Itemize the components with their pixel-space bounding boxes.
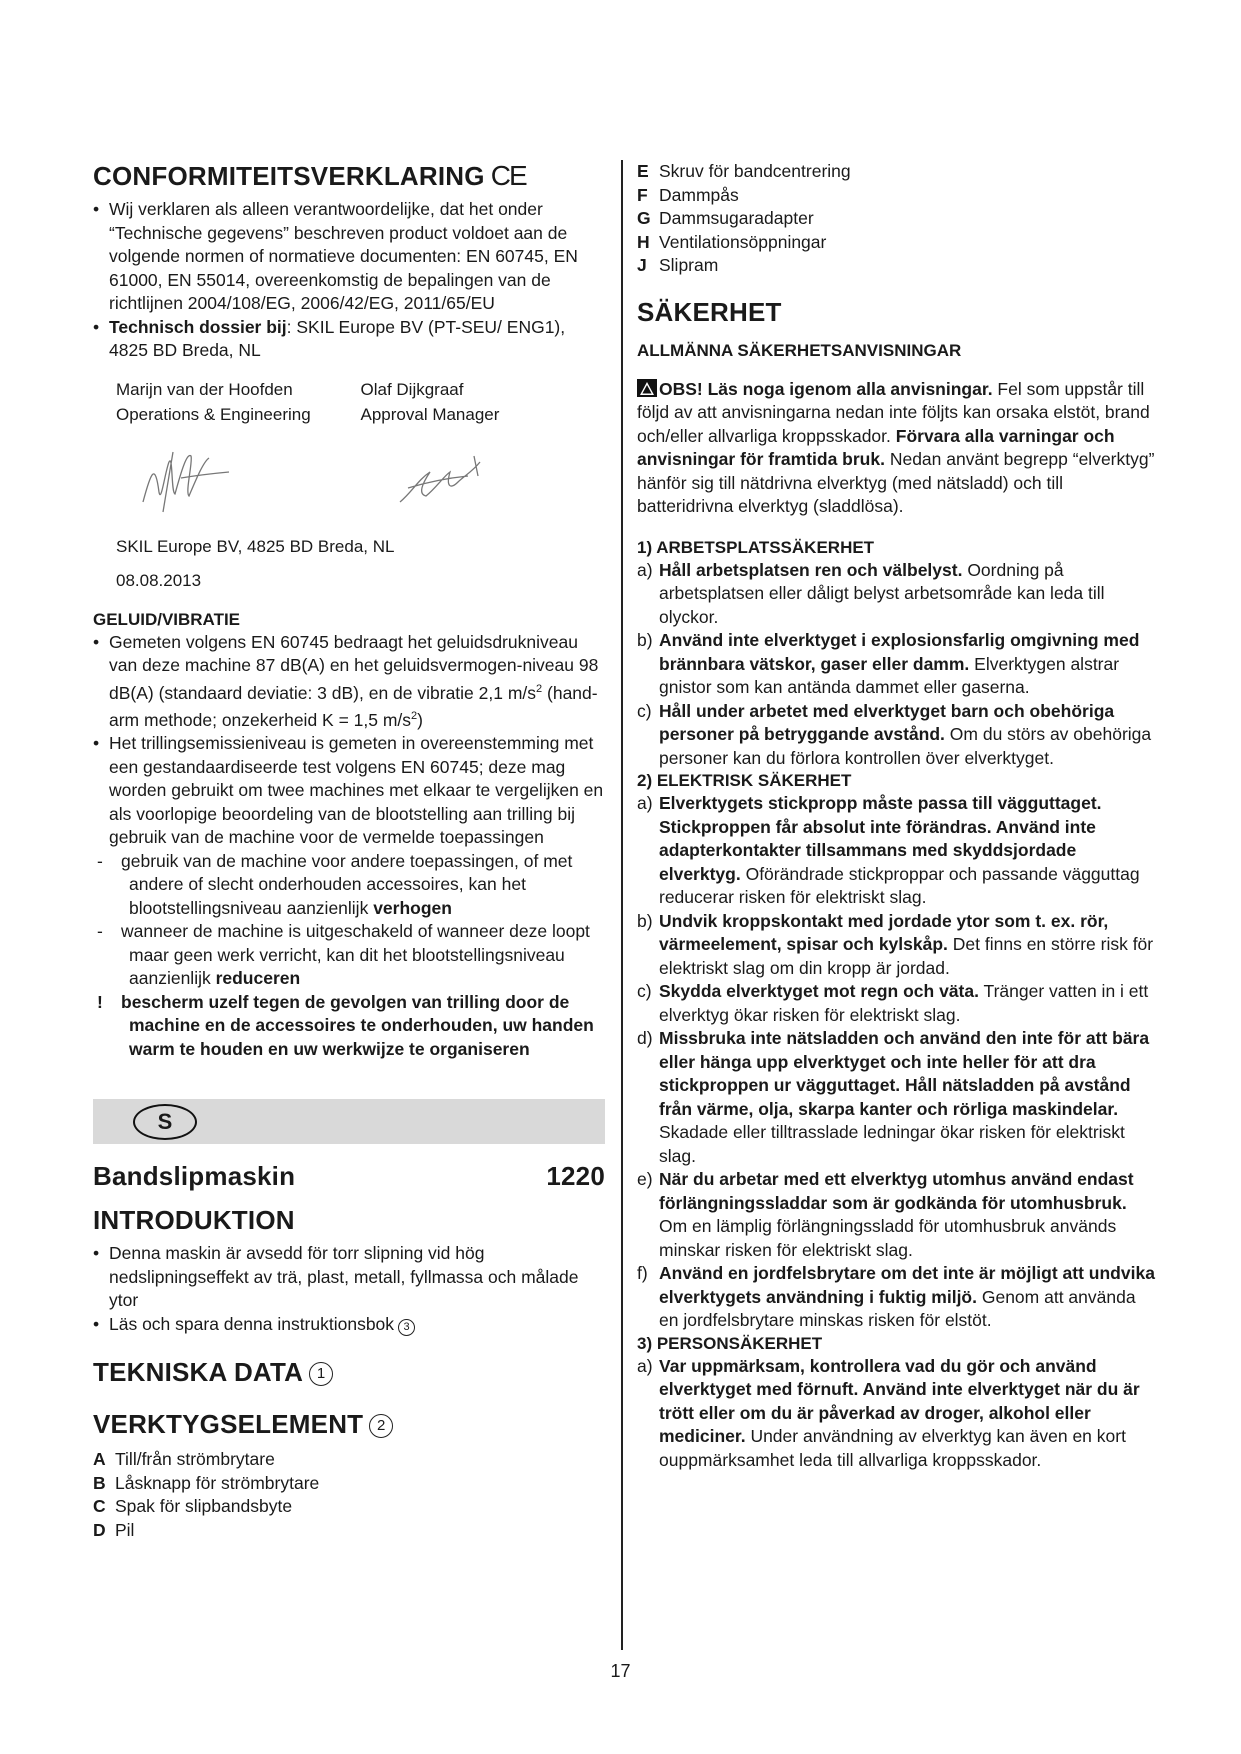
vibration-warning: ! bescherm uzelf tegen de gevolgen van trilling door de machine en de accessoires te onderhouden, uw handen warm te houden en uw werkwijze te organiseren xyxy=(97,991,594,1059)
figure-ref-2: 2 xyxy=(369,1414,393,1438)
signature-2-image xyxy=(388,432,498,522)
page-number: 17 xyxy=(610,1661,631,1681)
intro-list xyxy=(93,1242,605,1336)
noise-bullet-2: • Het trillingsemissieniveau is gemeten in overeenstemming met een gestandaardiseerde test volgens EN 60745; deze mag worden gebruikt om twee machines met elkaar te vergelijken en als voorlopige beoordeling van de blootstelling aan trilling bij gebruik van de machine voor de vermelde toepassingen xyxy=(93,732,605,850)
tool-element-item: A Till/från strömbrytare xyxy=(93,1449,275,1470)
figure-ref-1: 1 xyxy=(309,1362,333,1386)
language-badge: S xyxy=(133,1104,197,1140)
conformity-bullet-2: • Technisch dossier bij: SKIL Europe BV (PT-SEU/ ENG1), 4825 BD Breda, NL xyxy=(93,316,605,363)
declaration-date: 08.08.2013 xyxy=(116,570,202,590)
electrical-safety-list xyxy=(637,792,1157,1333)
ce-mark: CE xyxy=(490,160,526,191)
intro-title: INTRODUKTION xyxy=(93,1205,295,1236)
company-address: SKIL Europe BV, 4825 BD Breda, NL xyxy=(116,536,395,556)
safety-rule: c) Skydda elverktyget mot regn och väta. Tränger vatten in i ett elverktyg ökar risken för elektriskt slag. xyxy=(637,981,1149,1025)
tool-elements-title: VERKTYGSELEMENT 2 xyxy=(93,1408,605,1440)
personal-safety-list xyxy=(637,1355,1157,1473)
conformity-list xyxy=(93,198,605,363)
conformity-bullet-1: • Wij verklaren als alleen verantwoordelijke, dat het onder “Technische gegevens” beschreven product voldoet aan de volgende normen of normatieve documenten: EN 60745, EN 61000, EN 55014, overeenkomstig de bepalingen van de richtlijnen 2004/108/EG, 2006/42/EG, 2011/65/EU xyxy=(93,198,605,316)
noise-dash-1: - gebruik van de machine voor andere toepassingen, of met andere of slecht onderhouden accessoires, kan het blootstellingsniveau aanzienlijk verhogen xyxy=(97,850,573,918)
tech-data-title: TEKNISKA DATA 1 xyxy=(93,1356,605,1388)
signatories xyxy=(116,377,605,427)
general-safety-heading: ALLMÄNNA SÄKERHETSANVISNINGAR xyxy=(637,340,962,360)
noise-bullet-1: • Gemeten volgens EN 60745 bedraagt het geluidsdrukniveau van deze machine 87 dB(A) en het geluidsvermogen-niveau 98 dB(A) (standaard deviatie: 3 dB), en de vibratie 2,1 $m/s^2$ (hand-arm methode; onzekerheid K = 1,5 $m/s^2$) xyxy=(93,631,605,733)
safety-rule: c) Håll under arbetet med elverktyget barn och obehöriga personer på betryggande avstånd. Om du störs av obehöriga personer kan du förlora kontrollen över elverktyget. xyxy=(637,700,1152,768)
tool-element-item: C Spak för slipbandsbyte xyxy=(93,1496,293,1517)
safety-rule: b) Använd inte elverktyget i explosionsfarlig omgivning med brännbara vätskor, gaser eller damm. Elverktygen alstrar gnistor som kan antända dammet eller gaserna. xyxy=(637,630,1140,697)
tool-element-item: H Ventilationsöppningar xyxy=(637,231,827,252)
conformity-title: CONFORMITEITSVERKLARING CE xyxy=(93,160,526,191)
figure-ref-3: 3 xyxy=(398,1319,415,1336)
tool-element-item: B Låsknapp för strömbrytare xyxy=(93,1472,320,1493)
noise-heading: GELUID/VIBRATIE xyxy=(93,609,241,629)
left-column xyxy=(93,160,605,1542)
tool-elements-list-continued xyxy=(637,160,1157,278)
safety-rule: e) När du arbetar med ett elverktyg utomhus använd endast förlängningssladdar som är godkända för utomhusbruk. Om en lämplig förlängningssladd för utomhusbruk används minskar risken för elektriskt slag. xyxy=(637,1169,1134,1260)
general-warning: OBS! Läs noga igenom alla anvisningar. Fel som uppstår till följd av att anvisningarna nedan inte följts kan orsaka elstöt, brand och/eller allvarliga kroppsskador. Förvara alla varningar och anvisningar för framtida bruk. Nedan använt begrepp “elverktyg” hänför sig till nätdrivna elverktyg (med nätsladd) och till batteridrivna elverktyg (sladdlösa). xyxy=(637,378,1155,516)
intro-bullet-1: • Denna maskin är avsedd för torr slipning vid hög nedslipningseffekt av trä, plast, metall, fyllmassa och målade ytor xyxy=(93,1242,605,1313)
safety-rule: a) Elverktygets stickpropp måste passa till vägguttaget. Stickproppen får absolut inte förändras. Använd inte adapterkontakter tillsammans med skyddsjordade elverktyg. Oförändrade stickproppar och passande vägguttag reducerar risken för elektriskt slag. xyxy=(637,793,1140,907)
personal-safety-heading: 3) PERSONSÄKERHET xyxy=(637,1333,823,1353)
tool-element-item: D Pil xyxy=(93,1519,135,1540)
noise-list xyxy=(93,631,605,850)
signatures xyxy=(133,427,605,527)
warning-icon xyxy=(637,379,657,397)
product-title-row xyxy=(93,1160,605,1192)
safety-rule: b) Undvik kroppskontakt med jordade ytor som t. ex. rör, värmeelement, spisar och kylskåp. Det finns en större risk för elektriskt slag om din kropp är jordad. xyxy=(637,910,1154,978)
tool-elements-list xyxy=(93,1448,605,1542)
tool-element-item: J Slipram xyxy=(637,255,719,275)
tool-element-item: G Dammsugaradapter xyxy=(637,208,814,228)
product-name: Bandslipmaskin xyxy=(93,1161,296,1192)
product-number: 1220 xyxy=(546,1161,605,1192)
language-bar xyxy=(93,1099,605,1144)
tool-element-item: F Dammpås xyxy=(637,184,739,205)
workplace-safety-list xyxy=(637,559,1157,771)
workplace-safety-heading: 1) ARBETSPLATSSÄKERHET xyxy=(637,537,875,557)
noise-dash-list xyxy=(97,850,605,991)
tool-element-item: E Skruv för bandcentrering xyxy=(637,161,851,181)
signature-1-image xyxy=(133,432,243,522)
signatory-1: Marijn van der Hoofden Operations & Engineering xyxy=(116,379,311,424)
intro-bullet-2: • Läs och spara denna instruktionsbok 3 xyxy=(93,1313,605,1337)
column-divider xyxy=(621,160,623,1650)
safety-rule: d) Missbruka inte nätsladden och använd den inte för att bära eller hänga upp elverktyget och inte heller för att dra stickproppen ur vägguttaget. Håll nätsladden på avstånd från värme, olja, skarpa kanter och rörliga maskindelar. Skadade eller tilltrasslade ledningar ökar risken för elektriskt slag. xyxy=(637,1028,1150,1166)
safety-rule: a) Håll arbetsplatsen ren och välbelyst. Oordning på arbetsplatsen eller dåligt belyst arbetsområde kan leda till olyckor. xyxy=(637,559,1105,627)
electrical-safety-heading: 2) ELEKTRISK SÄKERHET xyxy=(637,771,852,790)
safety-rule: f) Använd en jordfelsbrytare om det inte är möjligt att undvika elverktygets användning i fuktig miljö. Genom att använda en jordfelsbrytare minskas risken för elstöt. xyxy=(637,1263,1155,1330)
noise-dash-2: - wanneer de machine is uitgeschakeld of wanneer deze loopt maar geen werk verricht, kan dit het blootstellingsniveau aanzienlijk reduceren xyxy=(97,921,590,989)
right-column xyxy=(637,160,1157,1472)
safety-title: SÄKERHET xyxy=(637,296,782,327)
signatory-2: Olaf Dijkgraaf Approval Manager xyxy=(360,379,500,424)
safety-rule: a) Var uppmärksam, kontrollera vad du gör och använd elverktyget med förnuft. Använd inte elverktyget när du är trött eller om du är påverkad av droger, alkohol eller mediciner. Under användning av elverktyg kan även en kort ouppmärksamhet leda till allvarliga kroppsskador. xyxy=(637,1355,1140,1470)
